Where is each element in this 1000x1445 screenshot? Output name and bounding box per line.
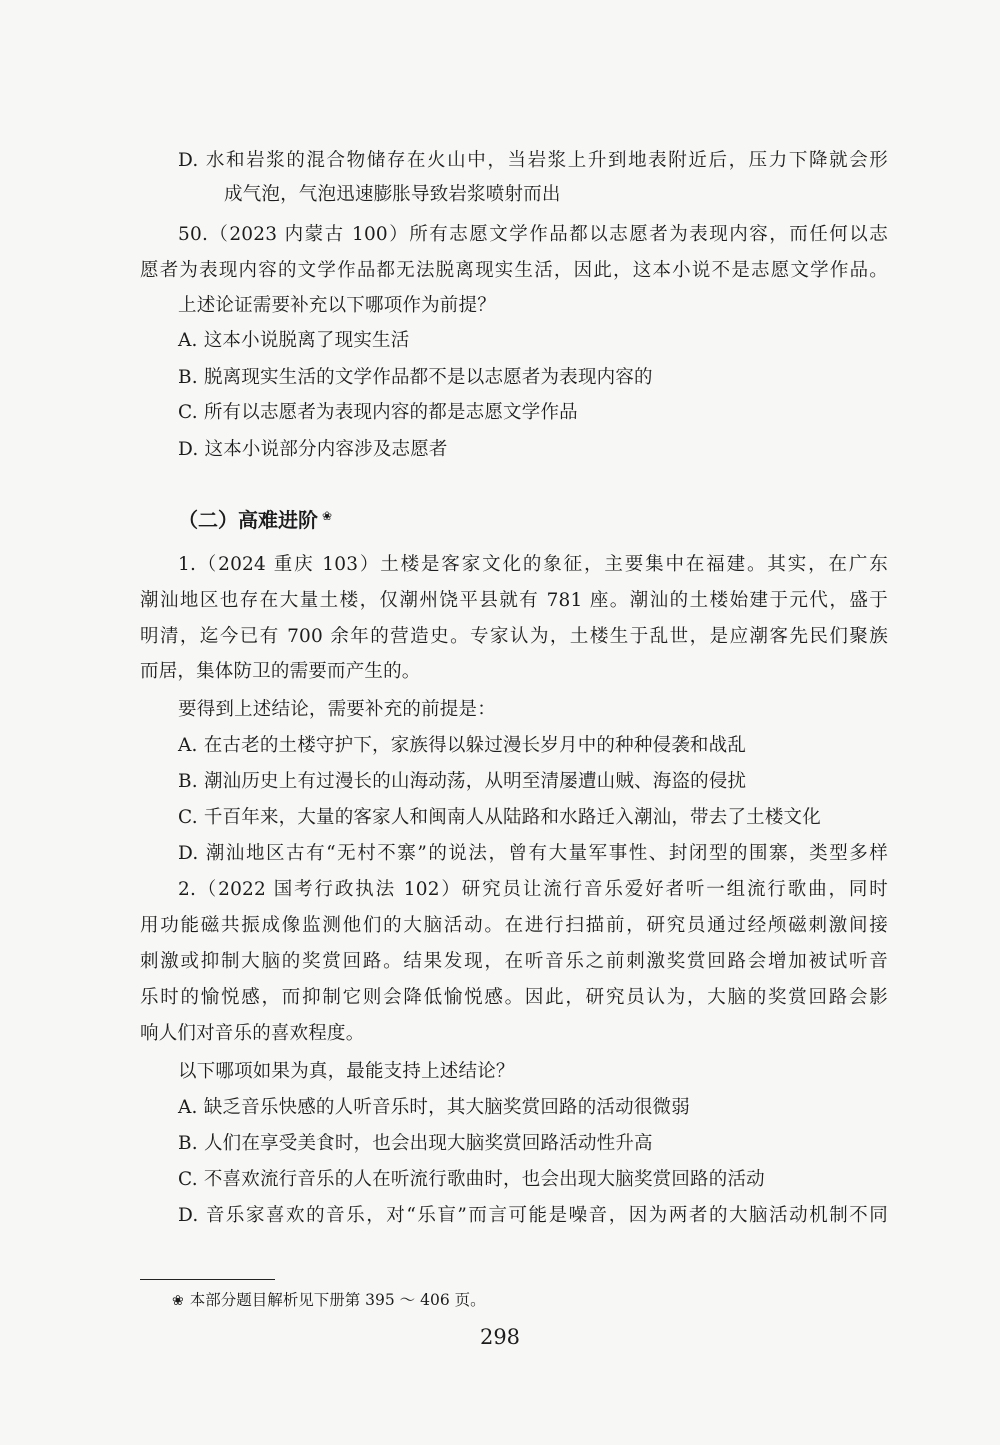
- q50-stem-line2: 愿者为表现内容的文学作品都无法脱离现实生活，因此，这本小说不是志愿文学作品。: [140, 260, 888, 281]
- q2-stem-line1: 2.（2022 国考行政执法 102）研究员让流行音乐爱好者听一组流行歌曲，同时: [178, 879, 888, 900]
- q50-question: 上述论证需要补充以下哪项作为前提？: [178, 295, 496, 316]
- footnote-divider: [140, 1279, 275, 1280]
- section-title: （二）高难进阶: [178, 508, 318, 532]
- q1-stem-line1: 1.（2024 重庆 103）土楼是客家文化的象征，主要集中在福建。其实，在广东: [178, 554, 888, 575]
- q1-stem-line4: 而居，集体防卫的需要而产生的。: [140, 661, 421, 682]
- q1-stem-line3: 明清，迄今已有 700 余年的营造史。专家认为，土楼生于乱世，是应潮客先民们聚族: [140, 626, 888, 647]
- q2-option-a: A. 缺乏音乐快感的人听音乐时，其大脑奖赏回路的活动很微弱: [178, 1097, 690, 1118]
- q2-stem-line4: 乐时的愉悦感，而抑制它则会降低愉悦感。因此，研究员认为，大脑的奖赏回路会影: [140, 987, 888, 1008]
- q50-stem-line1: 50.（2023 内蒙古 100）所有志愿文学作品都以志愿者为表现内容，而任何以志: [178, 224, 888, 245]
- q2-stem-line5: 响人们对音乐的喜欢程度。: [140, 1023, 365, 1044]
- q1-option-d: D. 潮汕地区古有“无村不寨”的说法，曾有大量军事性、封闭型的围寨，类型多样: [178, 843, 888, 864]
- q50-option-b: B. 脱离现实生活的文学作品都不是以志愿者为表现内容的: [178, 367, 653, 388]
- q2-stem-line2: 用功能磁共振成像监测他们的大脑活动。在进行扫描前，研究员通过经颅磁刺激间接: [140, 915, 888, 936]
- q1-question: 要得到上述结论，需要补充的前提是：: [178, 699, 496, 720]
- footnote-marker-icon: ❀: [322, 509, 333, 523]
- q1-option-a: A. 在古老的土楼守护下，家族得以躲过漫长岁月中的种种侵袭和战乱: [178, 735, 747, 756]
- footnote-marker-icon: ❀: [172, 1293, 184, 1309]
- q1-option-c: C. 千百年来，大量的客家人和闽南人从陆路和水路迁入潮汕，带去了土楼文化: [178, 807, 821, 828]
- footnote-text: 本部分题目解析见下册第 395 ～ 406 页。: [189, 1291, 486, 1309]
- q2-option-c: C. 不喜欢流行音乐的人在听流行歌曲时，也会出现大脑奖赏回路的活动: [178, 1169, 765, 1190]
- q1-option-b: B. 潮汕历史上有过漫长的山海动荡，从明至清屡遭山贼、海盗的侵扰: [178, 771, 747, 792]
- q50-option-d: D. 这本小说部分内容涉及志愿者: [178, 439, 448, 460]
- section-heading: [178, 504, 332, 536]
- q50-option-a: A. 这本小说脱离了现实生活: [178, 330, 410, 351]
- q2-option-d: D. 音乐家喜欢的音乐，对“乐盲”而言可能是噪音，因为两者的大脑活动机制不同: [178, 1205, 888, 1226]
- q2-option-b: B. 人们在享受美食时，也会出现大脑奖赏回路活动性升高: [178, 1133, 653, 1154]
- q1-stem-line2: 潮汕地区也存在大量土楼，仅潮州饶平县就有 781 座。潮汕的土楼始建于元代，盛于: [140, 590, 888, 611]
- page-number: 298: [479, 1325, 521, 1349]
- q2-stem-line3: 刺激或抑制大脑的奖赏回路。结果发现，在听音乐之前刺激奖赏回路会增加被试听音: [140, 951, 888, 972]
- q49-option-d-line2: 成气泡，气泡迅速膨胀导致岩浆喷射而出: [224, 184, 561, 205]
- footnote: [172, 1288, 486, 1313]
- q2-question: 以下哪项如果为真，最能支持上述结论？: [178, 1061, 515, 1082]
- q49-option-d-line1: D. 水和岩浆的混合物储存在火山中，当岩浆上升到地表附近后，压力下降就会形: [178, 150, 888, 171]
- q50-option-c: C. 所有以志愿者为表现内容的都是志愿文学作品: [178, 402, 578, 423]
